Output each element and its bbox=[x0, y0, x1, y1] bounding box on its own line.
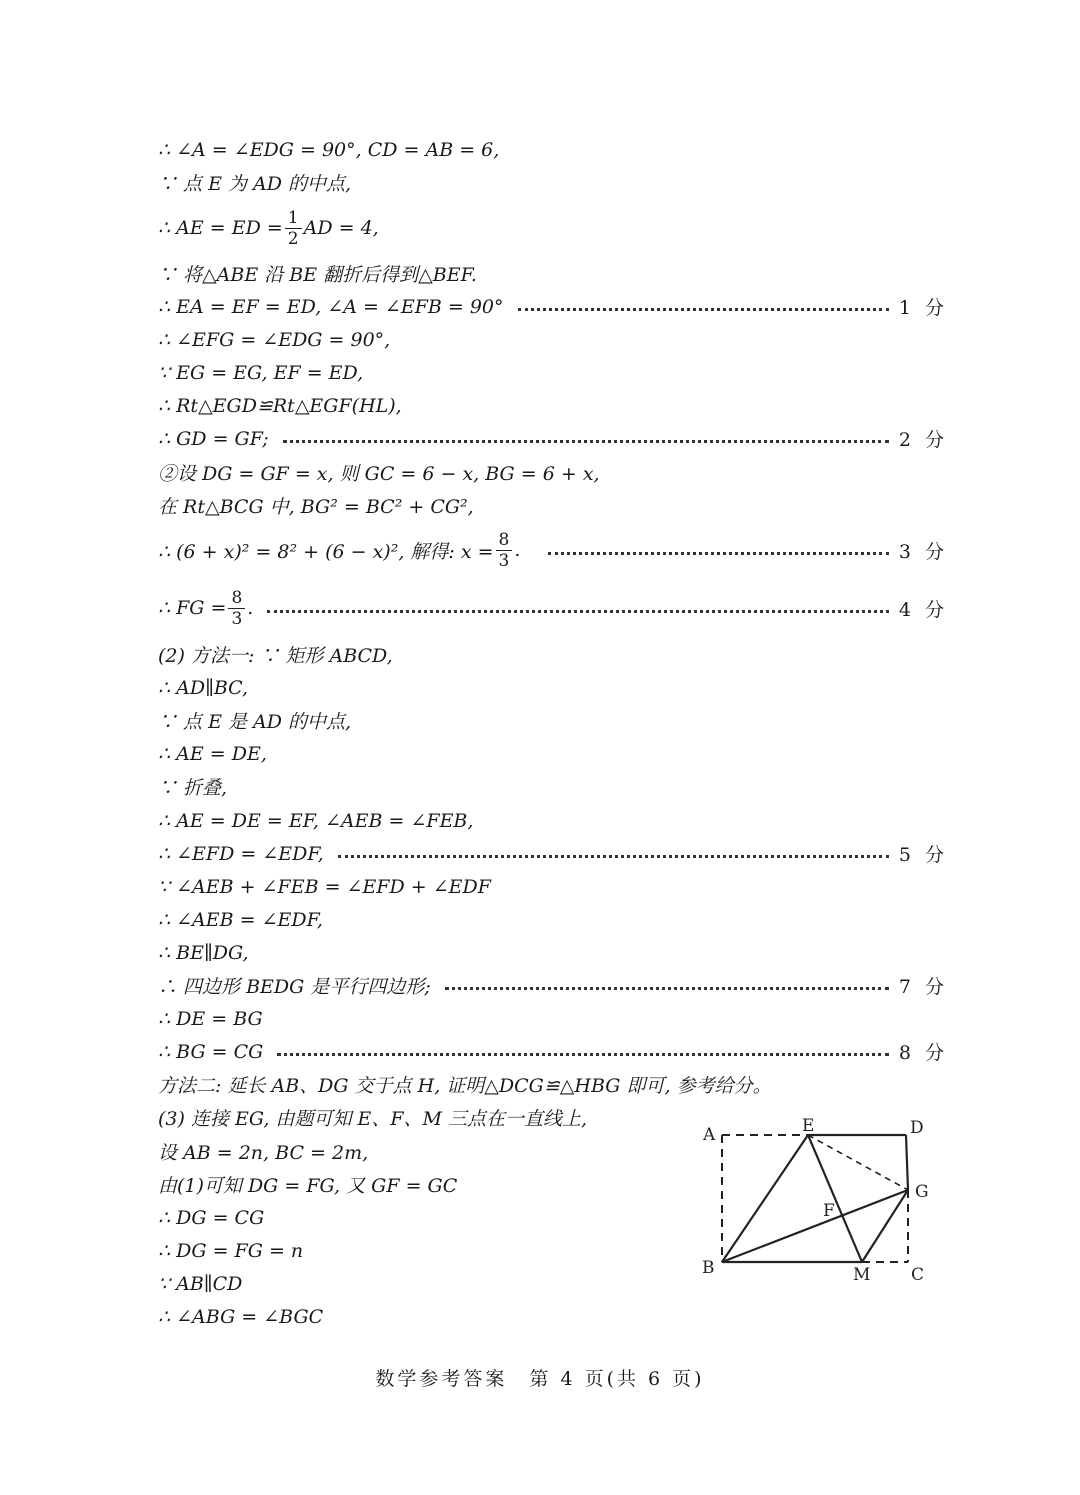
point-label-e: E bbox=[802, 1116, 815, 1136]
line-text: ∵ AB∥CD bbox=[158, 1272, 243, 1295]
line-text: ∴ DG = CG bbox=[158, 1206, 265, 1229]
dot-leader bbox=[283, 440, 889, 443]
line-text: 设 AB = 2n, BC = 2m, bbox=[158, 1142, 369, 1164]
line-text: ∴ ∠EFG = ∠EDG = 90°, bbox=[158, 328, 391, 351]
line-text: AD = 4, bbox=[303, 217, 379, 239]
line-text: ∴ DG = FG = n bbox=[158, 1239, 304, 1262]
line-text: ∴ 四边形 BEDG 是平行四边形; bbox=[158, 976, 431, 998]
solution-line bbox=[158, 166, 948, 199]
solution-line bbox=[158, 525, 948, 575]
dot-leader bbox=[277, 1053, 889, 1056]
solution-line bbox=[158, 257, 948, 290]
fraction-numerator: 8 bbox=[496, 530, 513, 551]
segment-dg bbox=[906, 1135, 908, 1190]
fraction bbox=[285, 208, 302, 249]
line-text: 方法二: 延长 AB、DG 交于点 H, 证明△DCG≌△HBG 即可, 参考给分。 bbox=[158, 1075, 772, 1097]
solution-line bbox=[158, 389, 948, 422]
dot-leader bbox=[338, 855, 889, 858]
dot-leader bbox=[445, 987, 889, 990]
solution-line bbox=[158, 422, 948, 455]
line-text: ∵ EG = EG, EF = ED, bbox=[158, 361, 364, 384]
dot-leader bbox=[548, 552, 888, 555]
line-text: ∵ 将△ABE 沿 BE 翻折后得到△BEF. bbox=[158, 264, 477, 286]
line-text: 由(1)可知 DG = FG, 又 GF = GC bbox=[158, 1175, 458, 1197]
score-mark: 5 分 bbox=[898, 844, 948, 866]
solution-line bbox=[158, 356, 948, 389]
line-text: ∴ BE∥DG, bbox=[158, 941, 249, 964]
fraction-denominator: 2 bbox=[287, 228, 299, 249]
solution-line bbox=[158, 1068, 948, 1101]
dot-leader bbox=[267, 610, 889, 613]
line-text: ∵ 折叠, bbox=[158, 777, 228, 799]
solution-line bbox=[158, 1002, 948, 1035]
line-text: ②设 DG = GF = x, 则 GC = 6 − x, BG = 6 + x, bbox=[158, 463, 600, 485]
line-text: ∴ AE = ED = bbox=[158, 217, 283, 239]
line-text: . bbox=[247, 597, 254, 619]
fraction-numerator: 1 bbox=[285, 208, 302, 229]
line-text: ∴ ∠EFD = ∠EDF, bbox=[158, 842, 324, 865]
fraction-numerator: 8 bbox=[228, 588, 245, 609]
line-text: ∴ EA = EF = ED, ∠A = ∠EFB = 90° bbox=[158, 295, 504, 318]
point-label-b: B bbox=[702, 1258, 715, 1278]
score-mark: 4 分 bbox=[898, 598, 948, 621]
line-text: ∵ ∠AEB + ∠FEB = ∠EFD + ∠EDF bbox=[158, 875, 491, 898]
segment-em bbox=[808, 1135, 862, 1262]
point-label-d: D bbox=[910, 1118, 924, 1138]
line-text: (3) 连接 EG, 由题可知 E、F、M 三点在一直线上, bbox=[158, 1108, 588, 1130]
score-mark: 8 分 bbox=[898, 1042, 948, 1064]
solution-line bbox=[158, 133, 948, 166]
line-text: ∴ Rt△EGD≌Rt△EGF(HL), bbox=[158, 394, 402, 417]
line-text: ∴ BG = CG bbox=[158, 1040, 264, 1063]
solution-line bbox=[158, 638, 948, 671]
score-mark: 1 分 bbox=[898, 297, 948, 319]
solution-line bbox=[158, 837, 948, 870]
score-mark: 7 分 bbox=[898, 976, 948, 998]
line-text: ∴ DE = BG bbox=[158, 1007, 263, 1030]
solution-line bbox=[158, 203, 948, 253]
page-footer: 数学参考答案 第 4 页(共 6 页) bbox=[375, 1368, 705, 1390]
point-label-m: M bbox=[853, 1265, 871, 1285]
line-text: ∵ 点 E 为 AD 的中点, bbox=[158, 173, 352, 195]
line-text: ∴ ∠AEB = ∠EDF, bbox=[158, 908, 323, 931]
solution-line bbox=[158, 737, 948, 770]
solution-line bbox=[158, 770, 948, 803]
segment-eg bbox=[808, 1135, 908, 1190]
solution-line bbox=[158, 671, 948, 704]
point-label-c: C bbox=[911, 1265, 925, 1285]
score-mark: 3 分 bbox=[898, 540, 948, 563]
line-text: ∴ FG = bbox=[158, 597, 227, 619]
point-label-g: G bbox=[915, 1182, 929, 1202]
point-label-f: F bbox=[823, 1201, 835, 1221]
line-text: ∴ ∠ABG = ∠BGC bbox=[158, 1305, 324, 1328]
solution-line bbox=[158, 870, 948, 903]
fraction-denominator: 3 bbox=[231, 608, 243, 629]
fraction bbox=[496, 530, 513, 571]
line-text: ∴ AE = DE = EF, ∠AEB = ∠FEB, bbox=[158, 809, 474, 832]
line-text: ∴ AD∥BC, bbox=[158, 676, 249, 699]
solution-line bbox=[158, 290, 948, 323]
solution-line bbox=[158, 1035, 948, 1068]
solution-line bbox=[158, 583, 948, 633]
line-text: ∵ 点 E 是 AD 的中点, bbox=[158, 711, 352, 733]
geometry-figure bbox=[690, 1110, 940, 1290]
solution-line bbox=[158, 804, 948, 837]
point-label-a: A bbox=[703, 1125, 716, 1145]
solution-line bbox=[158, 456, 948, 489]
solution-line bbox=[158, 1300, 948, 1333]
score-mark: 2 分 bbox=[898, 429, 948, 451]
dot-leader bbox=[518, 308, 889, 311]
line-text: (2) 方法一: ∵ 矩形 ABCD, bbox=[158, 645, 393, 667]
solution-line bbox=[158, 489, 948, 522]
solution-line bbox=[158, 969, 948, 1002]
line-text: 在 Rt△BCG 中, BG² = BC² + CG², bbox=[158, 496, 474, 518]
line-text: . bbox=[514, 539, 521, 561]
fraction-denominator: 3 bbox=[498, 550, 510, 571]
segment-be bbox=[722, 1135, 808, 1262]
solution-line bbox=[158, 704, 948, 737]
solution-line bbox=[158, 323, 948, 356]
segment-mg bbox=[862, 1190, 908, 1262]
segment-bg bbox=[722, 1190, 908, 1262]
line-text: ∴ ∠A = ∠EDG = 90°, CD = AB = 6, bbox=[158, 138, 500, 161]
line-text: ∴ AE = DE, bbox=[158, 742, 267, 765]
line-text: ∴ GD = GF; bbox=[158, 427, 269, 450]
line-text: ∴ (6 + x)² = 8² + (6 − x)², 解得: x = bbox=[158, 540, 494, 563]
solution-line bbox=[158, 936, 948, 969]
fraction bbox=[228, 588, 245, 629]
solution-line bbox=[158, 903, 948, 936]
